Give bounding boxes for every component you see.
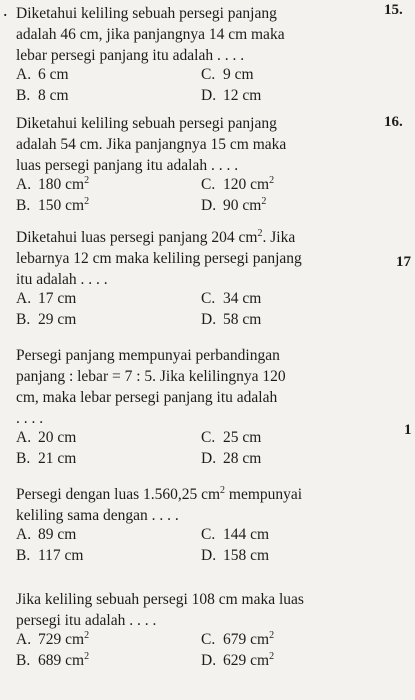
option-a[interactable]: A. 729 $cm^2$ — [16, 630, 90, 648]
question-2-line-1: Diketahui keliling sebuah persegi panjang — [16, 115, 277, 132]
question-3 — [16, 227, 376, 332]
question-6-line-2: persegi itu adalah . . . . — [16, 612, 157, 629]
question-2-line-3: luas persegi panjang itu adalah . . . . — [16, 157, 239, 174]
option-c[interactable]: C. 25 cm — [201, 429, 262, 446]
option-b[interactable]: B. 117 cm — [16, 547, 84, 564]
question-6-line-1: Jika keliling sebuah persegi 108 cm maka luas — [16, 591, 304, 608]
question-6-options — [16, 631, 376, 673]
question-1-line-1: Diketahui keliling sebuah persegi panjang — [16, 5, 277, 22]
question-5 — [16, 484, 376, 568]
option-d[interactable]: D. 58 cm — [201, 311, 262, 328]
side-number-partial: 1 — [404, 422, 412, 438]
side-number-15: 15. — [384, 2, 403, 18]
question-3-line-1: Diketahui luas persegi panjang 204 $cm^2$. Jika — [16, 228, 296, 246]
question-5-line-2: keliling sama dengan . . . . — [16, 507, 179, 524]
option-c[interactable]: C. 120 $cm^2$ — [201, 175, 275, 193]
option-c[interactable]: C. 34 cm — [201, 290, 262, 307]
question-5-line-1: Persegi dengan luas 1.560,25 $cm^2$ mempunyai — [16, 485, 303, 503]
option-a[interactable]: A. 89 cm — [16, 526, 77, 543]
question-2 — [16, 113, 376, 218]
option-d[interactable]: D. 28 cm — [201, 450, 262, 467]
option-d[interactable]: D. 158 cm — [201, 547, 270, 564]
option-a[interactable]: A. 180 $cm^2$ — [16, 175, 90, 193]
question-4-line-1: Persegi panjang mempunyai perbandingan — [16, 347, 280, 364]
option-b[interactable]: B. 21 cm — [16, 450, 77, 467]
option-a[interactable]: A. 20 cm — [16, 429, 77, 446]
option-b[interactable]: B. 29 cm — [16, 311, 77, 328]
question-4-line-2: panjang : lebar = 7 : 5. Jika kelilingnya 120 — [16, 368, 286, 385]
option-c[interactable]: C. 679 $cm^2$ — [201, 630, 275, 648]
question-1-line-2: adalah 46 cm, jika panjangnya 14 cm maka — [16, 26, 285, 43]
option-d[interactable]: D. 12 cm — [201, 87, 262, 104]
question-4-line-3: cm, maka lebar persegi panjang itu adalah — [16, 389, 278, 406]
option-a[interactable]: A. 17 cm — [16, 290, 77, 307]
option-b[interactable]: B. 8 cm — [16, 87, 69, 104]
question-1-options — [16, 66, 376, 108]
question-5-options — [16, 526, 376, 568]
option-b[interactable]: B. 150 $cm^2$ — [16, 196, 90, 214]
option-a[interactable]: A. 6 cm — [16, 66, 69, 83]
question-4 — [16, 345, 376, 471]
question-2-options — [16, 176, 376, 218]
side-number-16: 16. — [384, 114, 403, 130]
option-c[interactable]: C. 9 cm — [201, 66, 254, 83]
side-number-17: 17 — [396, 254, 411, 270]
question-2-line-2: adalah 54 cm. Jika panjangnya 15 cm maka — [16, 136, 287, 153]
bullet-mark: . — [3, 0, 8, 20]
question-1 — [16, 3, 376, 108]
question-1-line-3: lebar persegi panjang itu adalah . . . . — [16, 47, 245, 64]
question-3-line-2: lebarnya 12 cm maka keliling persegi panjang — [16, 250, 302, 267]
question-6 — [16, 589, 376, 673]
question-4-line-4: . . . . — [16, 410, 44, 427]
question-3-line-3: itu adalah . . . . — [16, 271, 108, 288]
question-4-options — [16, 429, 376, 471]
question-3-options — [16, 290, 376, 332]
option-c[interactable]: C. 144 cm — [201, 526, 270, 543]
option-d[interactable]: D. 629 $cm^2$ — [201, 651, 275, 669]
option-d[interactable]: D. 90 $cm^2$ — [201, 196, 267, 214]
option-b[interactable]: B. 689 $cm^2$ — [16, 651, 90, 669]
